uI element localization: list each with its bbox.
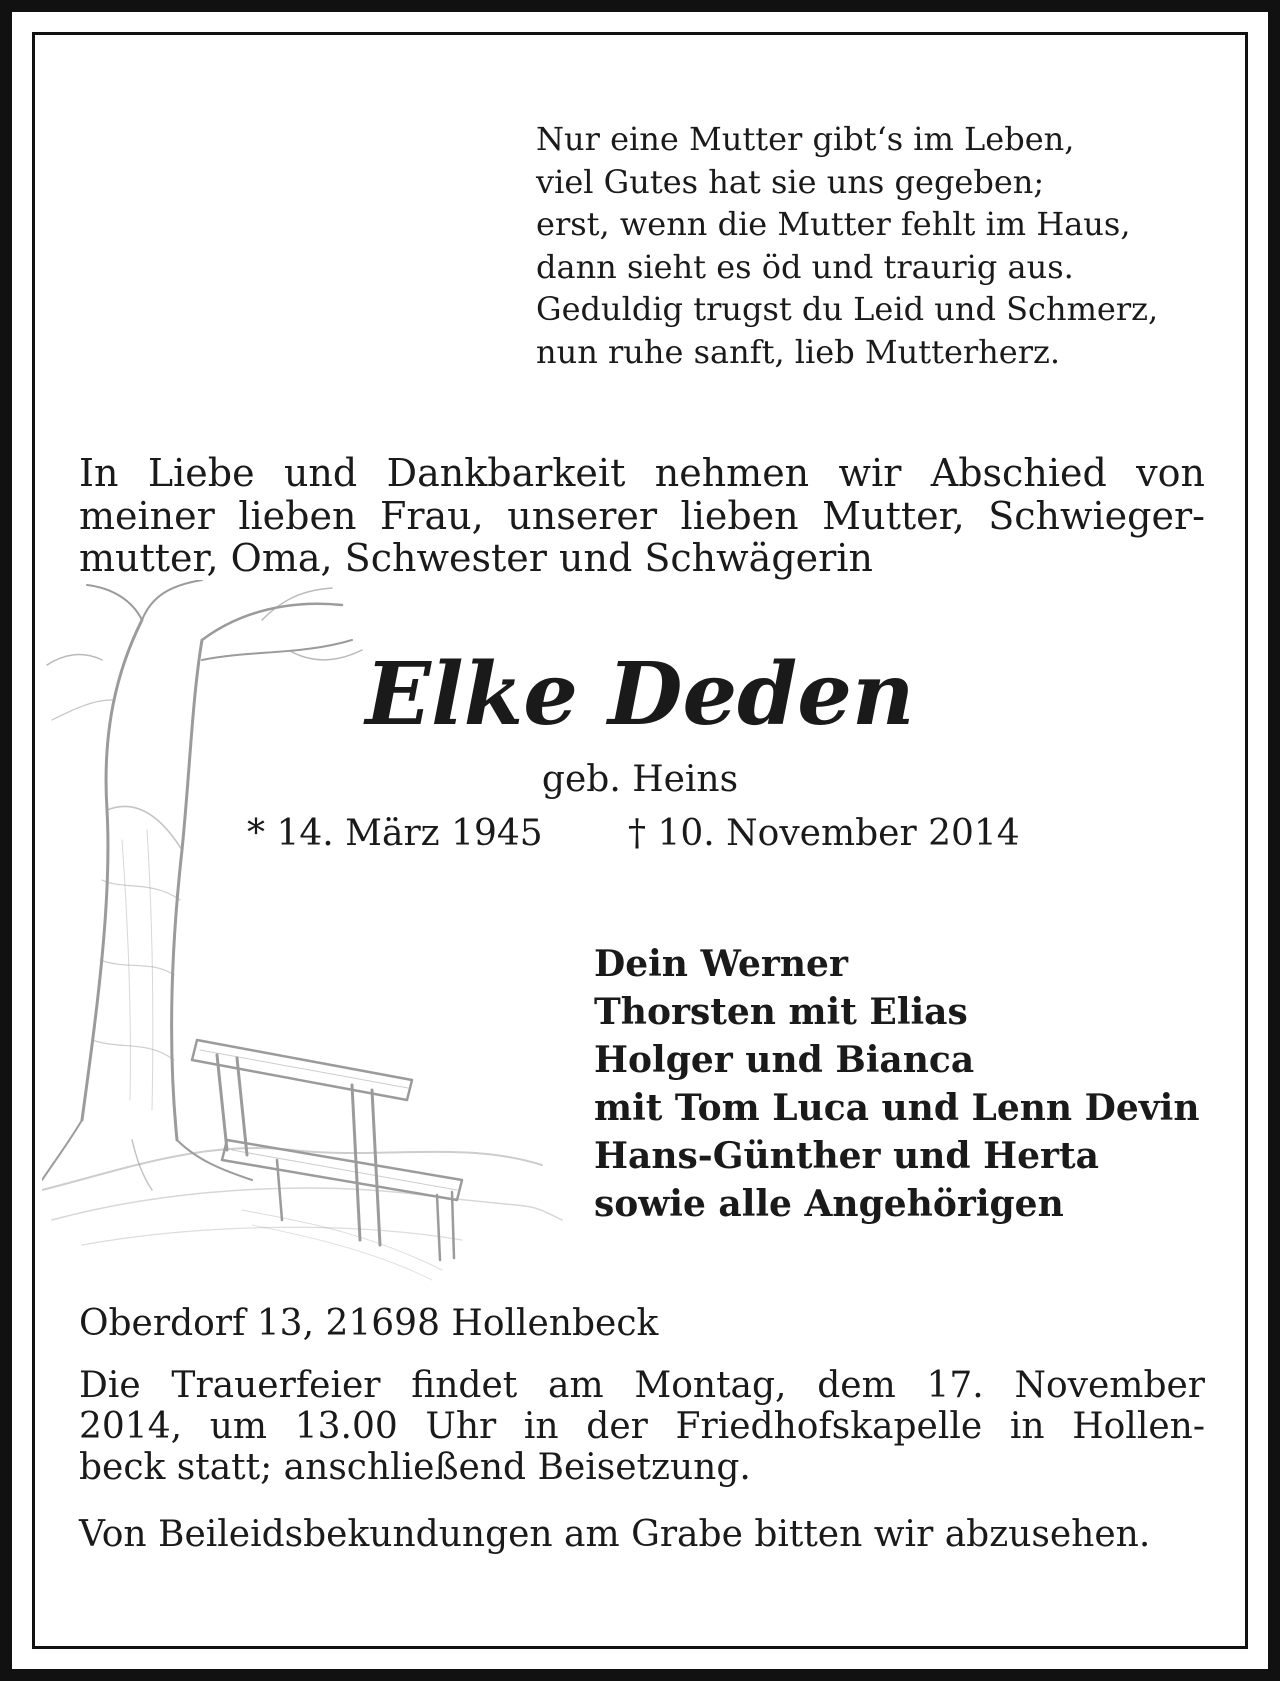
poem-line: Nur eine Mutter gibt‘s im Leben, [536, 120, 1075, 158]
intro-line: In Liebe und Dankbarkeit nehmen wir Abschied von [79, 451, 1205, 495]
survivor-line: mit Tom Luca und Lenn Devin [594, 1087, 1200, 1129]
farewell-intro [79, 452, 1205, 580]
family-address: Oberdorf 13, 21698 Hollenbeck [79, 1303, 659, 1344]
survivor-line: sowie alle Angehörigen [594, 1183, 1064, 1225]
poem-line: nun ruhe sanft, lieb Mutterherz. [536, 332, 1061, 371]
survivor-line: Dein Werner [594, 943, 848, 985]
survivors-list [594, 940, 1200, 1228]
survivor-line: Hans-Günther und Herta [594, 1135, 1099, 1177]
poem-line: erst, wenn die Mutter fehlt im Haus, [536, 205, 1131, 243]
funeral-ceremony-notice [79, 1365, 1205, 1488]
survivor-line: Holger und Bianca [594, 1039, 975, 1081]
ceremony-line: beck statt; anschließend Beisetzung. [79, 1447, 751, 1488]
maiden-name: geb. Heins [541, 759, 739, 800]
intro-line: mutter, Oma, Schwester und Schwägerin [79, 536, 873, 580]
ceremony-line: Die Trauerfeier findet am Montag, dem 17. November [79, 1365, 1205, 1406]
poem [536, 118, 1216, 373]
intro-line: meiner lieben Frau, unserer lieben Mutter, Schwieger- [79, 493, 1205, 538]
poem-line: dann sieht es öd und traurig aus. [536, 247, 1074, 286]
birth-date: * 14. März 1945 [247, 813, 543, 854]
poem-line: viel Gutes hat sie uns gegeben; [536, 162, 1045, 201]
survivor-line: Thorsten mit Elias [594, 991, 968, 1033]
deceased-name: Elke Deden [365, 644, 915, 745]
condolences-note: Von Beileidsbekundungen am Grabe bitten wir abzusehen. [79, 1514, 1151, 1555]
poem-line: Geduldig trugst du Leid und Schmerz, [536, 290, 1159, 328]
death-date: † 10. November 2014 [628, 813, 1020, 854]
ceremony-line: 2014, um 13.00 Uhr in der Friedhofskapelle in Hollen- [79, 1406, 1205, 1447]
